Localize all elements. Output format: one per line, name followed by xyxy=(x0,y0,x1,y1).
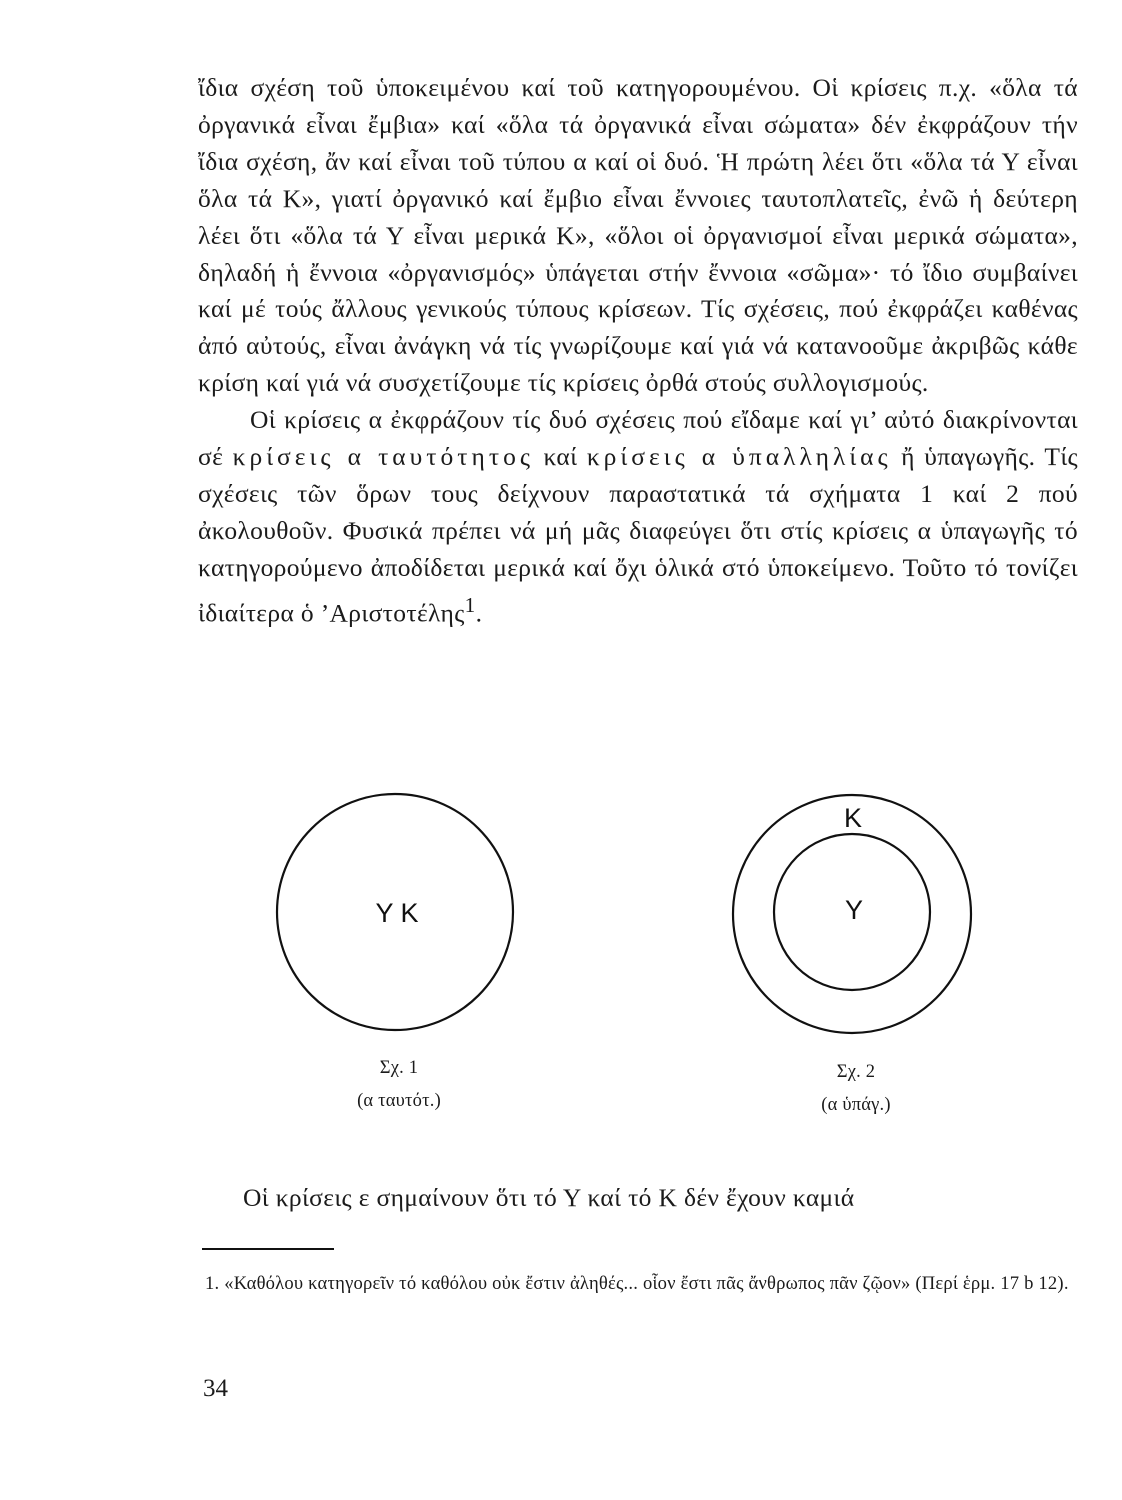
paragraph-2-start: Οἱ κρίσεις α ἐκφράζουν τίς δυό σχέσεις πού εἴδαμε καί γι’ αὐτό διακρίνονται σέ xyxy=(198,405,1078,472)
paragraph-2-continuation: ἤ ὑπαγωγῆς. Τίς σχέσεις τῶν ὅρων τους δείχνουν παραστατικά τά σχήματα 1 καί 2 πού ἀκολουθοῦν. Φυσικά πρέπει νά μή μᾶς διαφεύγει ὅτι στίς κρίσεις α ὑπαγωγῆς τό κατηγορούμενο ἀποδίδεται μερικά καί ὄχι ὁλικά στό ὑποκείμενο. Τοῦτο τό τονίζει ἰδιαίτερα ὁ ’Αριστοτέλης xyxy=(198,442,1078,628)
paragraph-1: ἴδια σχέση τοῦ ὑποκειμένου καί τοῦ κατηγορουμένου. Οἱ κρίσεις π.χ. «ὅλα τά ὀργανικά εἶναι ἔμβια» καί «ὅλα τά ὀργανικά εἶναι σώματα» δέν ἐκφράζουν τήν ἴδια σχέση, ἄν καί εἶναι τοῦ τύπου α καί οἱ δυό. Ἡ πρώτη λέει ὅτι «ὅλα τά Υ εἶναι ὅλα τά Κ», γιατί ὀργανικό καί ἔμβιο εἶναι ἔννοιες ταυτοπλατεῖς, ἐνῶ ἡ δεύτερη λέει ὅτι «ὅλα τά Υ εἶναι μερικά Κ», «ὅλοι οἱ ὀργανισμοί εἶναι μερικά σώματα», δηλαδή ἡ ἔννοια «ὀργανισμός» ὑπάγεται στήν ἔννοια «σῶμα»· τό ἴδιο συμβαίνει καί μέ τούς ἄλλους γενικούς τύπους κρίσεων. Τίς σχέσεις, πού ἐκφράζει καθένας ἀπό αὐτούς, εἶναι ἀνάγκη νά τίς γνωρίζουμε καί γιά νά κατανοοῦμε ἀκριβῶς κάθε κρίση καί γιά νά συσχετίζουμε τίς κρίσεις ὀρθά στούς συλλογισμούς. xyxy=(198,73,1078,398)
page-number: 34 xyxy=(203,1375,228,1402)
footnote: 1. «Καθόλου κατηγορεῖν τό καθόλου οὐκ ἔστιν ἀληθές... οἷον ἔστι πᾶς ἄνθρωπος πᾶν ζῷον» (Περί ἑρμ. 17 b 12). xyxy=(205,1273,1069,1294)
identity-judgement-term: κρίσεις α ταυτότητος xyxy=(232,442,534,472)
main-text xyxy=(198,70,1078,632)
fig2-inner-circle-Y xyxy=(774,834,930,990)
fig2-inner-label: Υ xyxy=(844,895,864,925)
fig1-circle-label: Υ Κ xyxy=(375,898,419,928)
fig2-outer-label: Κ xyxy=(843,803,863,833)
paragraph-2-ending: . xyxy=(475,598,483,628)
footnote-divider xyxy=(202,1248,334,1250)
fig2-outer-circle-K xyxy=(733,795,971,1033)
fig1-caption: Σχ. 1 xyxy=(379,1058,419,1078)
fig1-subcaption: (α ταυτότ.) xyxy=(357,1091,441,1111)
paragraph-2-conjunction: καί xyxy=(533,442,587,472)
subordination-judgement-term: κρίσεις α ὑπαλληλίας xyxy=(586,442,892,472)
paragraph-2 xyxy=(198,402,1078,632)
fig2-subcaption: (α ὑπάγ.) xyxy=(821,1095,891,1115)
final-paragraph-line: Οἱ κρίσεις ε σημαίνουν ὅτι τό Υ καί τό Κ δέν ἔχουν καμιά xyxy=(243,1183,855,1212)
fig2-caption: Σχ. 2 xyxy=(836,1062,876,1082)
fig1-identity-circle xyxy=(277,794,513,1030)
footnote-reference: 1 xyxy=(464,592,476,617)
